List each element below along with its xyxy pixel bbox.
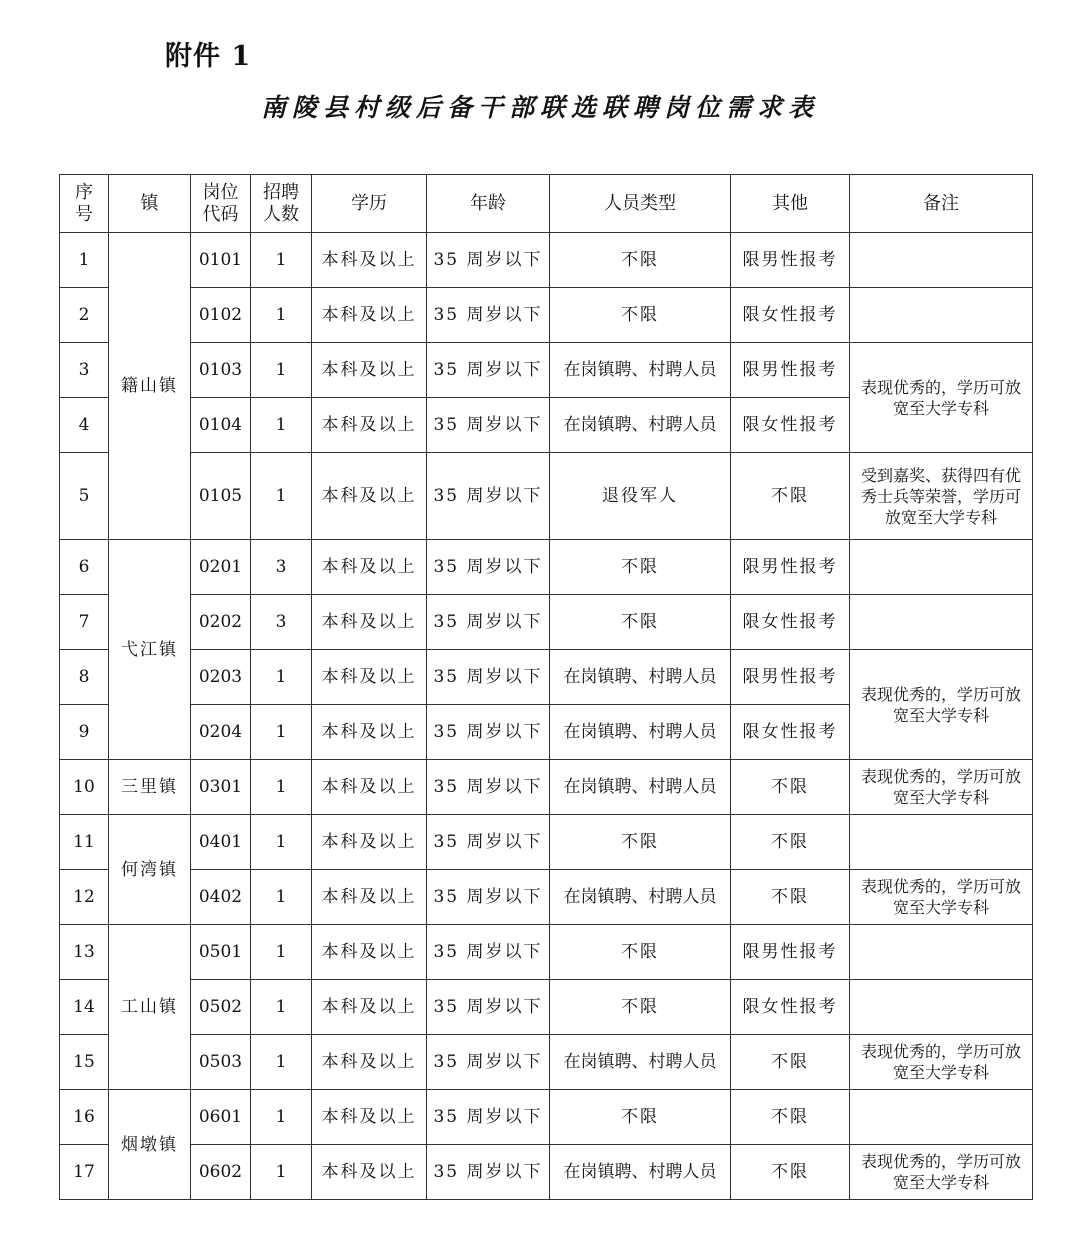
- cell-person-type: 在岗镇聘、村聘人员: [550, 398, 731, 453]
- cell-other: 不限: [731, 453, 850, 540]
- cell-code: 0102: [191, 288, 251, 343]
- table-row: [60, 540, 1033, 595]
- cell-other: 不限: [731, 1090, 850, 1145]
- cell-other: 限男性报考: [731, 343, 850, 398]
- cell-count: 1: [251, 453, 312, 540]
- cell-remark: [850, 540, 1033, 595]
- cell-education: 本科及以上: [312, 1035, 427, 1090]
- cell-code: 0105: [191, 453, 251, 540]
- attachment-label: 附件 1: [165, 41, 252, 72]
- table-row: [60, 1090, 1033, 1145]
- cell-other: 不限: [731, 1145, 850, 1200]
- header-town: 镇: [109, 175, 191, 233]
- cell-age: 35 周岁以下: [427, 705, 550, 760]
- cell-person-type: 不限: [550, 233, 731, 288]
- cell-remark: 表现优秀的，学历可放宽至大学专科: [850, 343, 1033, 453]
- cell-age: 35 周岁以下: [427, 760, 550, 815]
- cell-count: 1: [251, 288, 312, 343]
- table-row: [60, 650, 1033, 705]
- cell-count: 1: [251, 870, 312, 925]
- cell-count: 3: [251, 595, 312, 650]
- cell-count: 1: [251, 925, 312, 980]
- cell-seq: 8: [60, 650, 109, 705]
- cell-education: 本科及以上: [312, 815, 427, 870]
- cell-education: 本科及以上: [312, 453, 427, 540]
- cell-education: 本科及以上: [312, 705, 427, 760]
- header-remark: 备注: [850, 175, 1033, 233]
- cell-seq: 13: [60, 925, 109, 980]
- cell-remark: [850, 1090, 1033, 1145]
- cell-age: 35 周岁以下: [427, 288, 550, 343]
- cell-seq: 9: [60, 705, 109, 760]
- cell-education: 本科及以上: [312, 233, 427, 288]
- cell-seq: 3: [60, 343, 109, 398]
- cell-remark: [850, 288, 1033, 343]
- cell-remark: [850, 233, 1033, 288]
- cell-seq: 15: [60, 1035, 109, 1090]
- cell-code: 0503: [191, 1035, 251, 1090]
- cell-code: 0402: [191, 870, 251, 925]
- cell-other: 限男性报考: [731, 925, 850, 980]
- cell-other: 限女性报考: [731, 980, 850, 1035]
- table-row: [60, 870, 1033, 925]
- cell-seq: 16: [60, 1090, 109, 1145]
- cell-seq: 17: [60, 1145, 109, 1200]
- cell-town: 弋江镇: [109, 540, 191, 760]
- cell-age: 35 周岁以下: [427, 815, 550, 870]
- cell-other: 不限: [731, 1035, 850, 1090]
- table-row: [60, 288, 1033, 343]
- cell-code: 0202: [191, 595, 251, 650]
- cell-other: 限女性报考: [731, 705, 850, 760]
- cell-seq: 11: [60, 815, 109, 870]
- cell-town: 烟墩镇: [109, 1090, 191, 1200]
- cell-age: 35 周岁以下: [427, 650, 550, 705]
- cell-age: 35 周岁以下: [427, 1090, 550, 1145]
- cell-age: 35 周岁以下: [427, 540, 550, 595]
- cell-seq: 4: [60, 398, 109, 453]
- cell-person-type: 不限: [550, 980, 731, 1035]
- cell-code: 0203: [191, 650, 251, 705]
- table-row: [60, 815, 1033, 870]
- header-row: [60, 175, 1033, 233]
- cell-age: 35 周岁以下: [427, 980, 550, 1035]
- cell-other: 限男性报考: [731, 540, 850, 595]
- table-row: [60, 453, 1033, 540]
- cell-person-type: 不限: [550, 540, 731, 595]
- cell-count: 1: [251, 1090, 312, 1145]
- cell-person-type: 在岗镇聘、村聘人员: [550, 760, 731, 815]
- cell-person-type: 不限: [550, 925, 731, 980]
- cell-age: 35 周岁以下: [427, 398, 550, 453]
- header-code: 岗位 代码: [191, 175, 251, 233]
- table-row: [60, 1035, 1033, 1090]
- table-row: [60, 925, 1033, 980]
- cell-remark: 受到嘉奖、获得四有优秀士兵等荣誉，学历可放宽至大学专科: [850, 453, 1033, 540]
- cell-count: 1: [251, 815, 312, 870]
- cell-count: 1: [251, 343, 312, 398]
- cell-code: 0601: [191, 1090, 251, 1145]
- header-education: 学历: [312, 175, 427, 233]
- cell-seq: 1: [60, 233, 109, 288]
- cell-education: 本科及以上: [312, 398, 427, 453]
- cell-person-type: 不限: [550, 1090, 731, 1145]
- table-row: [60, 980, 1033, 1035]
- cell-remark: [850, 815, 1033, 870]
- cell-education: 本科及以上: [312, 650, 427, 705]
- cell-other: 不限: [731, 870, 850, 925]
- header-person-type: 人员类型: [550, 175, 731, 233]
- cell-seq: 7: [60, 595, 109, 650]
- cell-person-type: 不限: [550, 288, 731, 343]
- cell-remark: 表现优秀的，学历可放宽至大学专科: [850, 1035, 1033, 1090]
- cell-count: 1: [251, 398, 312, 453]
- cell-count: 1: [251, 760, 312, 815]
- cell-age: 35 周岁以下: [427, 233, 550, 288]
- table-row: [60, 233, 1033, 288]
- cell-person-type: 在岗镇聘、村聘人员: [550, 705, 731, 760]
- cell-education: 本科及以上: [312, 760, 427, 815]
- cell-code: 0401: [191, 815, 251, 870]
- cell-count: 1: [251, 233, 312, 288]
- cell-person-type: 在岗镇聘、村聘人员: [550, 343, 731, 398]
- cell-seq: 5: [60, 453, 109, 540]
- cell-age: 35 周岁以下: [427, 1035, 550, 1090]
- cell-person-type: 退役军人: [550, 453, 731, 540]
- cell-code: 0103: [191, 343, 251, 398]
- cell-remark: 表现优秀的，学历可放宽至大学专科: [850, 870, 1033, 925]
- header-age: 年龄: [427, 175, 550, 233]
- cell-other: 限男性报考: [731, 650, 850, 705]
- header-count: 招聘 人数: [251, 175, 312, 233]
- cell-education: 本科及以上: [312, 1090, 427, 1145]
- cell-person-type: 不限: [550, 595, 731, 650]
- cell-age: 35 周岁以下: [427, 595, 550, 650]
- cell-other: 限女性报考: [731, 398, 850, 453]
- cell-age: 35 周岁以下: [427, 343, 550, 398]
- cell-person-type: 在岗镇聘、村聘人员: [550, 870, 731, 925]
- cell-other: 不限: [731, 815, 850, 870]
- cell-count: 1: [251, 1145, 312, 1200]
- cell-education: 本科及以上: [312, 925, 427, 980]
- cell-seq: 12: [60, 870, 109, 925]
- cell-remark: 表现优秀的，学历可放宽至大学专科: [850, 760, 1033, 815]
- cell-code: 0301: [191, 760, 251, 815]
- cell-code: 0101: [191, 233, 251, 288]
- cell-education: 本科及以上: [312, 870, 427, 925]
- position-table: [59, 174, 1033, 1200]
- table-row: [60, 343, 1033, 398]
- table-row: [60, 760, 1033, 815]
- cell-age: 35 周岁以下: [427, 870, 550, 925]
- cell-seq: 10: [60, 760, 109, 815]
- cell-person-type: 在岗镇聘、村聘人员: [550, 1035, 731, 1090]
- cell-town: 籍山镇: [109, 233, 191, 540]
- cell-person-type: 在岗镇聘、村聘人员: [550, 650, 731, 705]
- cell-education: 本科及以上: [312, 595, 427, 650]
- cell-code: 0201: [191, 540, 251, 595]
- cell-education: 本科及以上: [312, 980, 427, 1035]
- cell-other: 不限: [731, 760, 850, 815]
- cell-education: 本科及以上: [312, 540, 427, 595]
- cell-seq: 2: [60, 288, 109, 343]
- cell-education: 本科及以上: [312, 343, 427, 398]
- header-seq: 序 号: [60, 175, 109, 233]
- cell-education: 本科及以上: [312, 1145, 427, 1200]
- cell-other: 限女性报考: [731, 595, 850, 650]
- cell-remark: [850, 925, 1033, 980]
- cell-town: 三里镇: [109, 760, 191, 815]
- cell-code: 0104: [191, 398, 251, 453]
- cell-count: 1: [251, 705, 312, 760]
- cell-education: 本科及以上: [312, 288, 427, 343]
- cell-count: 1: [251, 650, 312, 705]
- cell-count: 1: [251, 980, 312, 1035]
- cell-remark: 表现优秀的，学历可放宽至大学专科: [850, 650, 1033, 760]
- table-row: [60, 595, 1033, 650]
- cell-other: 限女性报考: [731, 288, 850, 343]
- cell-seq: 14: [60, 980, 109, 1035]
- cell-code: 0602: [191, 1145, 251, 1200]
- cell-age: 35 周岁以下: [427, 925, 550, 980]
- cell-seq: 6: [60, 540, 109, 595]
- cell-remark: 表现优秀的，学历可放宽至大学专科: [850, 1145, 1033, 1200]
- cell-count: 3: [251, 540, 312, 595]
- cell-person-type: 不限: [550, 815, 731, 870]
- header-other: 其他: [731, 175, 850, 233]
- cell-remark: [850, 980, 1033, 1035]
- cell-code: 0502: [191, 980, 251, 1035]
- page-title: 南陵县村级后备干部联选联聘岗位需求表: [260, 93, 819, 122]
- cell-age: 35 周岁以下: [427, 453, 550, 540]
- cell-code: 0501: [191, 925, 251, 980]
- table-row: [60, 1145, 1033, 1200]
- cell-town: 何湾镇: [109, 815, 191, 925]
- cell-person-type: 在岗镇聘、村聘人员: [550, 1145, 731, 1200]
- cell-other: 限男性报考: [731, 233, 850, 288]
- cell-age: 35 周岁以下: [427, 1145, 550, 1200]
- cell-count: 1: [251, 1035, 312, 1090]
- cell-code: 0204: [191, 705, 251, 760]
- cell-town: 工山镇: [109, 925, 191, 1090]
- cell-remark: [850, 595, 1033, 650]
